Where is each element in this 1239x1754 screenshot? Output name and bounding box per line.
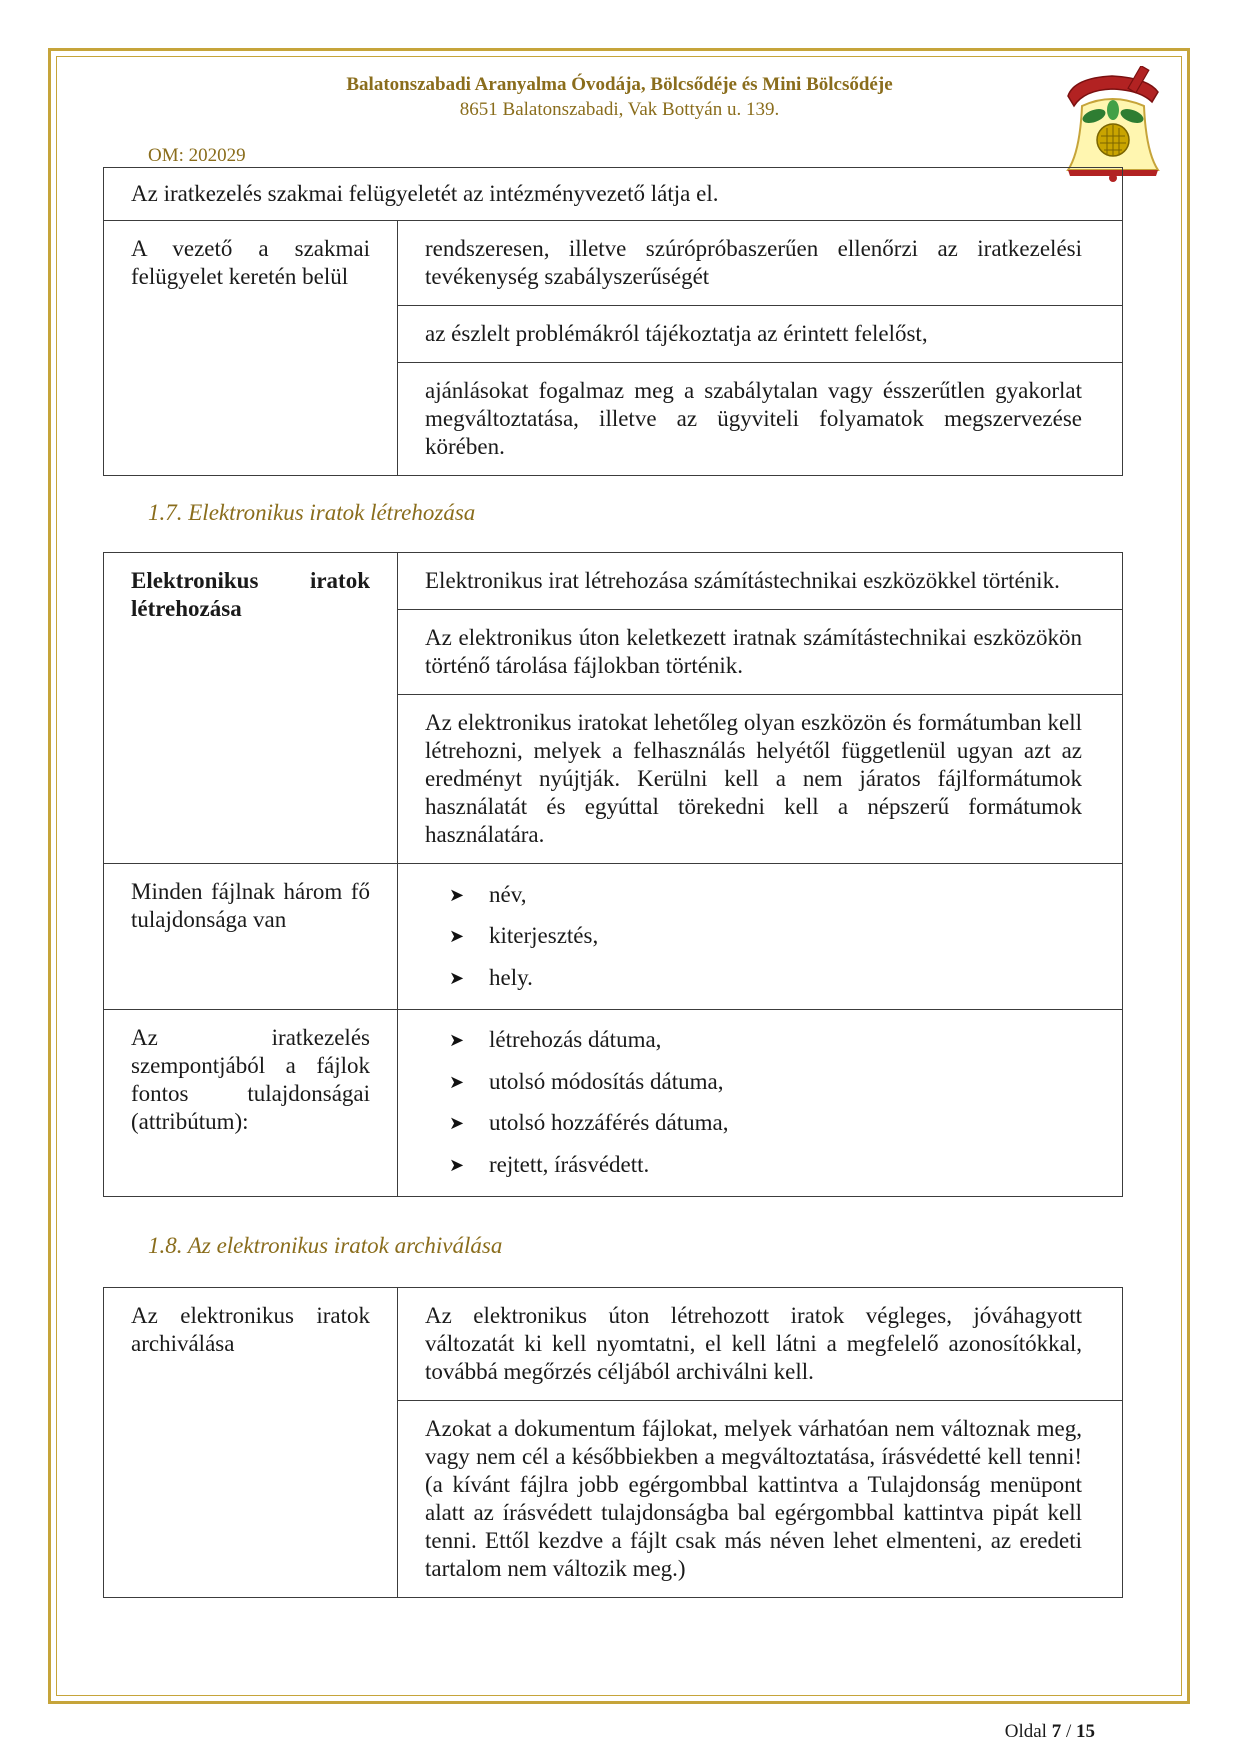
- supervision-label: A vezető a szakmai felügyelet keretén belül: [104, 221, 398, 476]
- page-total: 15: [1076, 1721, 1095, 1742]
- supervision-item: ajánlásokat fogalmaz meg a szabálytalan vagy ésszerűtlen gyakorlat megváltoztatása, illetve az ügyviteli folyamatok megszervezése körében.: [398, 363, 1123, 476]
- arrowhead-bullet-icon: ➤: [449, 1071, 465, 1092]
- creation-item: Elektronikus irat létrehozása számítástechnikai eszközökkel történik.: [398, 553, 1123, 610]
- list-item: ➤ név,: [449, 881, 527, 907]
- archiving-table: [103, 1287, 1123, 1598]
- file-attributes-label: Az iratkezelés szempontjából a fájlok fontos tulajdonságai (attribútum):: [104, 1009, 398, 1196]
- electronic-documents-table: [103, 552, 1123, 1197]
- page-separator: /: [1065, 1721, 1072, 1742]
- page-current: 7: [1051, 1721, 1062, 1742]
- file-properties-label: Minden fájlnak három fő tulajdonsága van: [104, 864, 398, 1010]
- archiving-item: Az elektronikus úton létrehozott iratok végleges, jóváhagyott változatát ki kell nyomtatni, el kell látni a megfelelő azonosítókkal, továbbá megőrzés céljából archiválni kell.: [398, 1288, 1123, 1401]
- supervision-intro: Az iratkezelés szakmai felügyeletét az intézményvezető látja el.: [104, 168, 1123, 221]
- file-properties-cell: [398, 864, 1123, 1010]
- archiving-item: Azokat a dokumentum fájlokat, melyek várhatóan nem változnak meg, vagy nem cél a későbbiekben a megváltoztatása, írásvédetté kell tenni! (a kívánt fájlra jobb egérgombbal kattintva a Tulajdonság menüpont alatt az írásvédett tulajdonságba bal egérgombbal kattintva pipát kell tenni. Ettől kezdve a fájlt csak más néven lehet elmenteni, az eredeti tartalom nem változik meg.): [398, 1401, 1123, 1598]
- list-item: ➤ kiterjesztés,: [449, 923, 599, 949]
- supervision-table: [103, 167, 1123, 476]
- list-item: ➤ utolsó módosítás dátuma,: [449, 1068, 724, 1094]
- page-label: Oldal: [1004, 1721, 1047, 1742]
- list-item: ➤ hely.: [449, 964, 533, 990]
- institution-address: 8651 Balatonszabadi, Vak Bottyán u. 139.: [459, 99, 780, 120]
- supervision-item: rendszeresen, illetve szúrópróbaszerűen ellenőrzi az iratkezelési tevékenység szabályszerűségét: [398, 221, 1123, 306]
- list-item: ➤ utolsó hozzáférés dátuma,: [449, 1110, 729, 1136]
- arrowhead-bullet-icon: ➤: [449, 967, 465, 988]
- section-heading-1-7: 1.7. Elektronikus iratok létrehozása: [148, 500, 476, 525]
- section-heading-1-8: 1.8. Az elektronikus iratok archiválása: [148, 1233, 503, 1258]
- institution-name: Balatonszabadi Aranyalma Óvodája, Bölcsődéje és Mini Bölcsődéje: [346, 74, 893, 95]
- file-attributes-list: [425, 1020, 1082, 1186]
- creation-label: Elektronikus iratok létrehozása: [104, 553, 398, 864]
- supervision-item: az észlelt problémákról tájékoztatja az érintett felelőst,: [398, 306, 1123, 363]
- archiving-label: Az elektronikus iratok archiválása: [104, 1288, 398, 1598]
- file-properties-list: [425, 874, 1082, 999]
- arrowhead-bullet-icon: ➤: [449, 1030, 465, 1051]
- creation-item: Az elektronikus iratokat lehetőleg olyan eszközön és formátumban kell létrehozni, melyek a felhasználás helyétől függetlenül ugyan azt az eredményt nyújtják. Kerülni kell a nem járatos fájlformátumok használatát és egyúttal törekedni kell a népszerű formátumok használatára.: [398, 695, 1123, 864]
- arrowhead-bullet-icon: ➤: [449, 1113, 465, 1134]
- file-attributes-cell: [398, 1009, 1123, 1196]
- list-item: ➤ rejtett, írásvédett.: [449, 1151, 650, 1177]
- page-number: [1005, 1721, 1095, 1743]
- om-identifier: OM: 202029: [148, 145, 246, 166]
- creation-item: Az elektronikus úton keletkezett iratnak számítástechnikai eszközökön történő tárolása fájlokban történik.: [398, 610, 1123, 695]
- list-item: ➤ létrehozás dátuma,: [449, 1027, 662, 1053]
- arrowhead-bullet-icon: ➤: [449, 926, 465, 947]
- arrowhead-bullet-icon: ➤: [449, 1154, 465, 1175]
- arrowhead-bullet-icon: ➤: [449, 884, 465, 905]
